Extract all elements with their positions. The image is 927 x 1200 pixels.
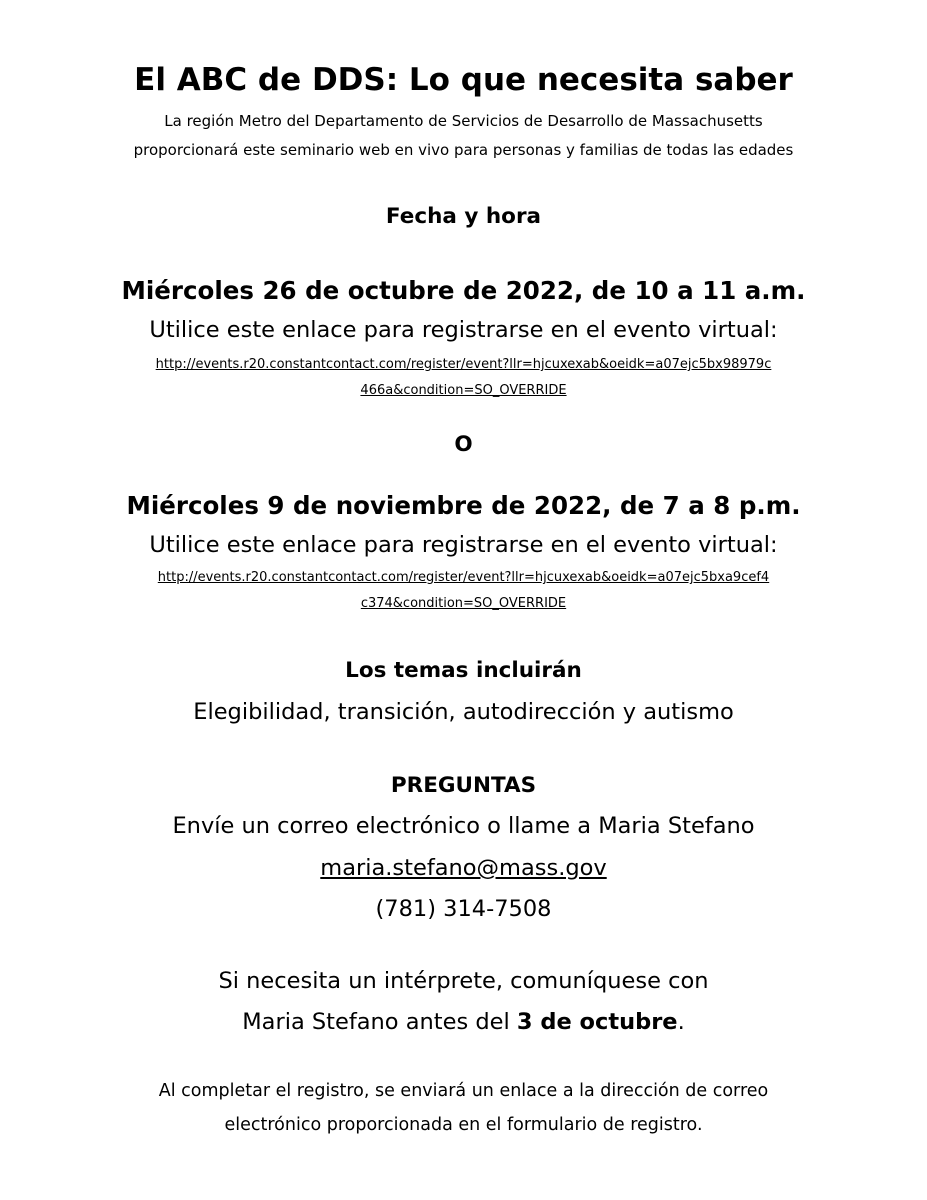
topics-heading: Los temas incluirán xyxy=(345,658,582,683)
session-2-registration-link-line-2[interactable]: c374&condition=SO_OVERRIDE xyxy=(360,596,567,611)
subtitle-line-2: proporcionará este seminario web en vivo para personas y familias de todas las edades xyxy=(133,141,794,159)
or-separator: O xyxy=(454,432,473,457)
interpreter-line-2-suffix: . xyxy=(677,1009,685,1035)
footer-line-1: Al completar el registro, se enviará un enlace a la dirección de correo xyxy=(158,1081,769,1101)
interpreter-line-2 xyxy=(0,1005,927,1039)
session-1-instruction: Utilice este enlace para registrarse en el evento virtual: xyxy=(149,317,778,343)
page-title: El ABC de DDS: Lo que necesita saber xyxy=(134,62,793,98)
interpreter-deadline: 3 de octubre xyxy=(516,1009,678,1035)
session-1-registration-link-line-1[interactable]: http://events.r20.constantcontact.com/register/event?llr=hjcuxexab&oeidk=a07ejc5bx98979c xyxy=(155,357,772,372)
questions-heading: PREGUNTAS xyxy=(390,773,537,798)
interpreter-line-1: Si necesita un intérprete, comuníquese con xyxy=(218,968,709,994)
interpreter-line-2-prefix: Maria Stefano antes del xyxy=(242,1009,517,1035)
session-2-date: Miércoles 9 de noviembre de 2022, de 7 a 8 p.m. xyxy=(126,491,801,520)
session-2-instruction: Utilice este enlace para registrarse en el evento virtual: xyxy=(149,532,778,558)
footer-line-2: electrónico proporcionada en el formulario de registro. xyxy=(224,1115,703,1135)
schedule-heading: Fecha y hora xyxy=(385,204,542,229)
session-1-registration-link-line-2[interactable]: 466a&condition=SO_OVERRIDE xyxy=(360,383,567,398)
session-2-registration-link-line-1[interactable]: http://events.r20.constantcontact.com/register/event?llr=hjcuxexab&oeidk=a07ejc5bxa9cef4 xyxy=(157,570,770,585)
questions-body: Envíe un correo electrónico o llame a Maria Stefano xyxy=(172,813,755,839)
topics-body: Elegibilidad, transición, autodirección y autismo xyxy=(193,699,734,725)
contact-phone: (781) 314-7508 xyxy=(375,896,552,922)
contact-email-link[interactable]: maria.stefano@mass.gov xyxy=(320,855,607,881)
subtitle-line-1: La región Metro del Departamento de Servicios de Desarrollo de Massachusetts xyxy=(164,112,763,130)
session-1-date: Miércoles 26 de octubre de 2022, de 10 a 11 a.m. xyxy=(121,276,806,305)
